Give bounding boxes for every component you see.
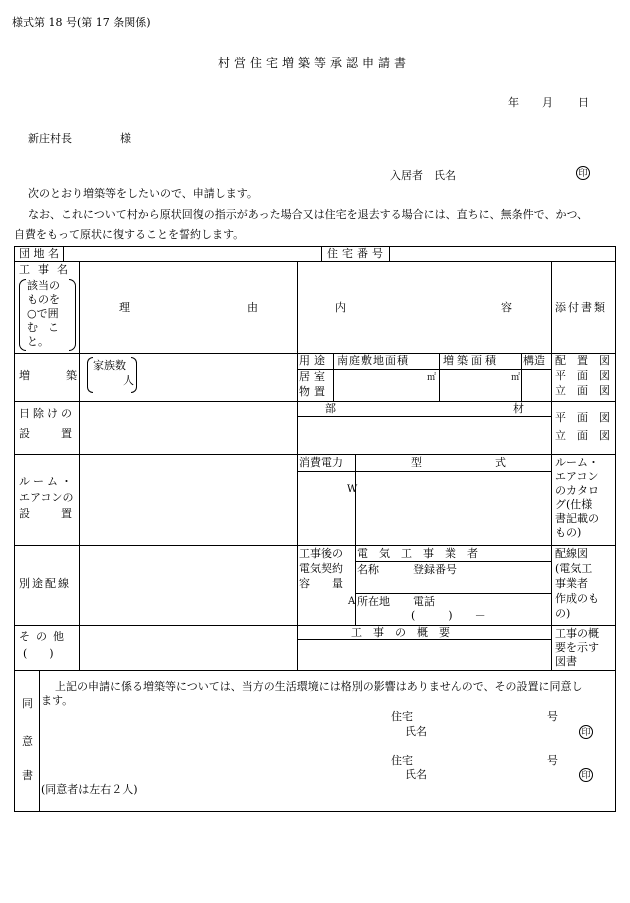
phone-label: 電話 xyxy=(413,595,435,608)
att-other-line-2: 要を示す xyxy=(555,641,599,654)
contract-capacity-2: 電気契約 xyxy=(299,562,343,575)
material-header-2: 材 xyxy=(513,402,524,415)
consent-name-2-label: 氏名 xyxy=(405,768,427,781)
att-aircon-line-4: グ(仕様 xyxy=(555,498,593,511)
phone-format: ( ) － xyxy=(411,609,486,622)
consent-seal-2-icon: 印 xyxy=(579,768,593,782)
other-label: その他 xyxy=(19,630,70,643)
south-garden-area-label: 南庭敷地面積 xyxy=(337,354,409,367)
awning-label-2: 設 置 xyxy=(19,427,75,440)
sqm-unit-1: ㎡ xyxy=(427,373,437,383)
material-header-1: 部 xyxy=(325,402,336,415)
registration-number-label: 登録番号 xyxy=(413,563,457,576)
persons-unit: 人 xyxy=(123,374,134,387)
work-note-line-2: ものを xyxy=(27,293,60,306)
consent-number-1-label: 号 xyxy=(547,710,558,723)
model-header-1: 型 xyxy=(411,456,422,469)
living-room-option[interactable]: 居室 xyxy=(299,370,329,383)
applicant-seal-icon: 印 xyxy=(576,166,590,180)
date-year-label: 年 xyxy=(508,96,519,109)
storage-option[interactable]: 物置 xyxy=(299,385,329,398)
att-layout-plan: 配 置 図 xyxy=(555,354,610,367)
att-wiring-line-1: 配線図 xyxy=(555,547,588,560)
work-note-line-1: 該当の xyxy=(27,279,60,292)
att-wiring-line-5: の) xyxy=(555,607,571,620)
att-aircon-line-2: エアコン xyxy=(555,470,599,483)
consent-note: (同意者は左右２人) xyxy=(41,783,138,796)
addressee: 新庄村長 xyxy=(28,132,72,145)
ampere-unit: A xyxy=(348,596,356,607)
intro-line-1: 次のとおり増築等をしたいので、申請します。 xyxy=(28,187,258,200)
attachments-header: 添付書類 xyxy=(555,301,607,314)
contractor-header: 電 気 工 事 業 者 xyxy=(357,547,478,560)
att-wiring-line-2: (電気工 xyxy=(555,562,593,575)
date-day-label: 日 xyxy=(578,96,589,109)
content-header-1: 内 xyxy=(335,301,346,314)
work-note-line-5: と。 xyxy=(27,335,49,348)
att-aircon-line-5: 書記載の xyxy=(555,512,599,525)
work-name-label: 工事名 xyxy=(19,263,76,276)
consent-label-2: 意 xyxy=(22,735,33,748)
reason-header-2: 由 xyxy=(247,301,258,314)
addressee-suffix: 様 xyxy=(120,132,131,145)
wiring-label: 別途配線 xyxy=(19,577,71,590)
att-aircon-line-6: もの) xyxy=(555,526,582,539)
att-other-line-3: 図書 xyxy=(555,655,577,668)
consent-house-1-label: 住宅 xyxy=(391,710,413,723)
contract-capacity-1: 工事後の xyxy=(299,547,343,560)
att-awning-floor-plan: 平 面 図 xyxy=(555,411,610,424)
aircon-label-3: 設 置 xyxy=(19,507,75,520)
consent-seal-1-icon: 印 xyxy=(579,725,593,739)
att-aircon-line-1: ルーム・ xyxy=(555,456,599,469)
consent-name-1-label: 氏名 xyxy=(405,725,427,738)
att-wiring-line-3: 事業者 xyxy=(555,577,588,590)
family-count-label: 家族数 xyxy=(93,359,126,372)
reason-header-1: 理 xyxy=(119,301,130,314)
consent-text-line-1: 上記の申請に係る増築等については、当方の生活環境には格別の影響はありませんので、その設置に同意し xyxy=(55,680,583,693)
house-number-label: 住宅番号 xyxy=(327,247,387,260)
contractor-name-label: 名称 xyxy=(357,563,379,576)
att-aircon-line-3: のカタロ xyxy=(555,484,599,497)
form-number: 様式第 18 号(第 17 条関係) xyxy=(12,16,151,29)
intro-line-3: 自費をもって原状に復することを誓約します。 xyxy=(14,228,245,241)
att-wiring-line-4: 作成のも xyxy=(555,592,599,605)
work-summary-header: 工 事 の 概 要 xyxy=(351,626,450,639)
consent-text-line-2: ます。 xyxy=(41,694,74,707)
structure-label: 構造 xyxy=(523,354,545,367)
other-paren: ( ) xyxy=(23,647,54,660)
sqm-unit-2: ㎡ xyxy=(511,373,521,383)
att-floor-plan: 平 面 図 xyxy=(555,369,610,382)
applicant-label: 入居者 氏名 xyxy=(390,169,456,182)
content-header-2: 容 xyxy=(501,301,512,314)
power-label: 消費電力 xyxy=(299,456,343,469)
consent-label-3: 書 xyxy=(22,769,33,782)
extension-area-label: 増築面積 xyxy=(443,354,499,367)
att-elevation: 立 面 図 xyxy=(555,384,610,397)
consent-number-2-label: 号 xyxy=(547,754,558,767)
awning-label-1: 日除けの xyxy=(19,407,75,420)
att-other-line-1: 工事の概 xyxy=(555,627,599,640)
complex-name-label: 団 地 名 xyxy=(19,247,59,260)
aircon-label-1: ルーム・ xyxy=(19,475,75,488)
use-label: 用途 xyxy=(299,354,329,367)
location-label: 所在地 xyxy=(357,595,390,608)
intro-line-2: なお、これについて村から原状回復の指示があった場合又は住宅を退去する場合には、直ちに、無条件で、かつ、 xyxy=(28,208,589,221)
consent-label-1: 同 xyxy=(22,697,33,710)
application-form-table xyxy=(14,246,616,812)
extension-label: 増 築 xyxy=(19,369,77,382)
page-title: 村営住宅増築等承認申請書 xyxy=(218,56,411,70)
consent-house-2-label: 住宅 xyxy=(391,754,413,767)
model-header-2: 式 xyxy=(495,456,506,469)
work-note-line-3: ○で囲 xyxy=(27,307,59,320)
aircon-label-2: エアコンの xyxy=(19,491,74,504)
contract-capacity-3: 容 量 xyxy=(299,577,343,590)
watt-unit: W xyxy=(347,484,358,495)
att-awning-elevation: 立 面 図 xyxy=(555,429,610,442)
date-month-label: 月 xyxy=(542,96,553,109)
work-note-line-4: むこ xyxy=(27,321,69,334)
